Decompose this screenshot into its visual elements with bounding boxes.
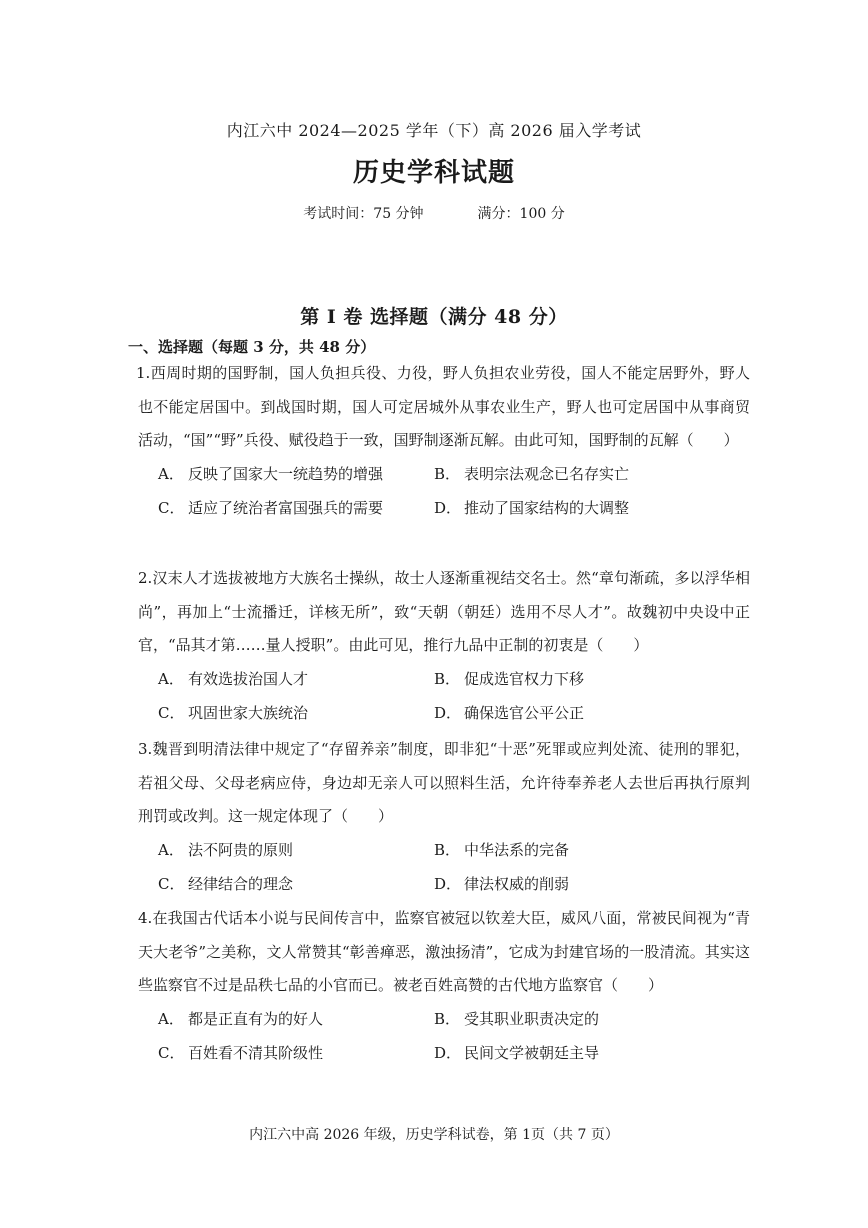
question-stem: 西周时期的国野制，国人负担兵役、力役，野人负担农业劳役，国人不能定居野外，野人也不能定居国中。到战国时期，国人可定居城外从事农业生产，野人也可定居国中从事商贸活动，“国”“野”兵役、赋役趋于一致，国野制逐渐瓦解。由此可知，国野制的瓦解（ ）: [138, 364, 750, 449]
option-d[interactable]: D． 推动了国家结构的大调整: [434, 498, 630, 517]
option-d[interactable]: D． 确保选官公平公正: [434, 703, 585, 722]
option-d[interactable]: D． 律法权威的削弱: [434, 874, 570, 893]
question-number: 4.: [138, 909, 153, 927]
option-d[interactable]: D． 民间文学被朝廷主导: [434, 1043, 600, 1062]
option-b[interactable]: B． 促成选官权力下移: [434, 669, 585, 688]
page-footer: 内江六中高 2026 年级，历史学科试卷，第 1页（共 7 页）: [249, 1127, 619, 1143]
option-list: [138, 1003, 750, 1071]
question-2: [138, 562, 750, 731]
option-c[interactable]: C． 巩固世家大族统治: [158, 703, 309, 722]
section-title: 一、选择题（每题 3 分，共 48 分）: [128, 338, 376, 356]
question-text: [138, 357, 750, 458]
option-list: [138, 834, 750, 902]
question-4: [138, 902, 750, 1071]
option-a[interactable]: A． 反映了国家大一统趋势的增强: [158, 464, 384, 483]
option-c[interactable]: C． 百姓看不清其阶级性: [158, 1043, 324, 1062]
option-a[interactable]: A． 都是正直有为的好人: [158, 1009, 324, 1028]
question-text: [138, 902, 750, 1003]
question-number: 1.: [136, 364, 151, 382]
exam-title: 历史学科试题: [352, 158, 515, 188]
question-text: [138, 562, 750, 663]
question-3: [138, 733, 750, 902]
question-number: 3.: [138, 740, 153, 758]
option-b[interactable]: B． 受其职业职责决定的: [434, 1009, 600, 1028]
option-b[interactable]: B． 表明宗法观念已名存实亡: [434, 464, 630, 483]
part-title: 第 I 卷 选择题（满分 48 分）: [300, 306, 568, 328]
question-number: 2.: [138, 569, 153, 587]
option-a[interactable]: A． 有效选拔治国人才: [158, 669, 309, 688]
question-1: [138, 357, 750, 526]
question-stem: 魏晋到明清法律中规定了“存留养亲”制度，即非犯“十恶”死罪或应判处流、徒刑的罪犯，若祖父母、父母老病应侍，身边却无亲人可以照料生活，允许待奉养老人去世后再执行原判刑罚或改判。这一规定体现了（ ）: [138, 740, 750, 825]
exam-meta: [0, 203, 868, 223]
question-text: [138, 733, 750, 834]
option-list: [138, 663, 750, 731]
exam-time: 考试时间：75 分钟: [303, 206, 424, 222]
option-a[interactable]: A． 法不阿贵的原则: [158, 840, 294, 859]
question-stem: 汉末人才选拔被地方大族名士操纵，故士人逐渐重视结交名士。然“章句渐疏，多以浮华相尚”，再加上“士流播迁，详核无所”，致“天朝（朝廷）选用不尽人才”。故魏初中央设中正官，“品其才第……量人授职”。由此可见，推行九品中正制的初衷是（ ）: [138, 569, 750, 654]
exam-school-line: 内江六中 2024—2025 学年（下）高 2026 届入学考试: [226, 121, 642, 140]
option-b[interactable]: B． 中华法系的完备: [434, 840, 570, 859]
question-stem: 在我国古代话本小说与民间传言中，监察官被冠以钦差大臣，威风八面，常被民间视为“青天大老爷”之美称，文人常赞其“彰善瘅恶，激浊扬清”，它成为封建官场的一股清流。其实这些监察官不过是品秩七品的小官而已。被老百姓高赞的古代地方监察官（ ）: [138, 909, 750, 994]
exam-score: 满分：100 分: [477, 206, 565, 222]
option-c[interactable]: C． 适应了统治者富国强兵的需要: [158, 498, 384, 517]
option-list: [138, 458, 750, 526]
option-c[interactable]: C． 经律结合的理念: [158, 874, 294, 893]
